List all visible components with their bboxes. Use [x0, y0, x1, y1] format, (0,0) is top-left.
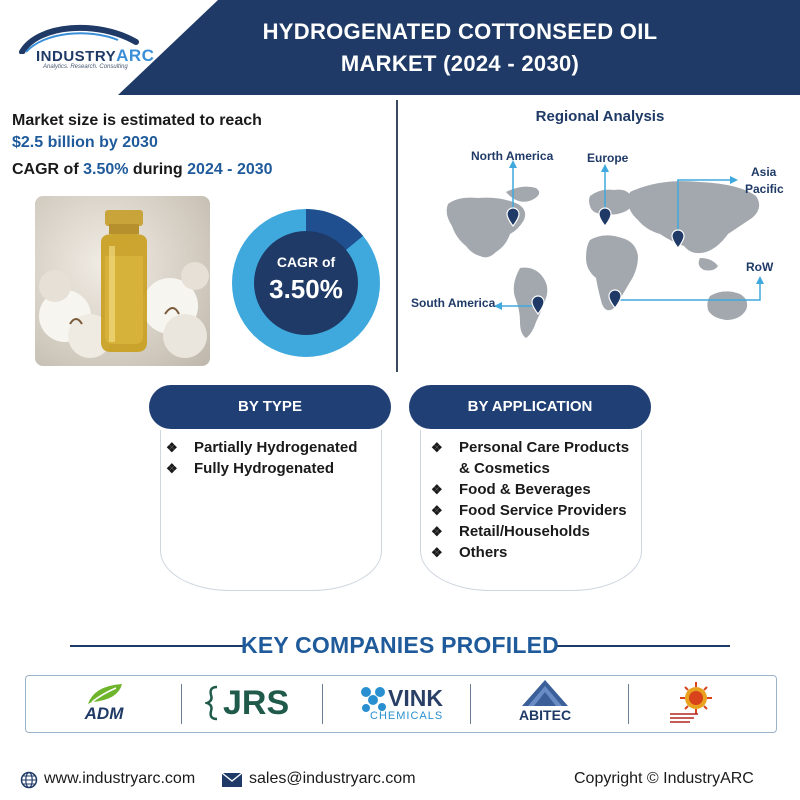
by-application-item-label: Food & Beverages [459, 481, 591, 498]
vink-chemicals-logo[interactable] [360, 684, 452, 724]
list-item [425, 479, 655, 500]
list-item [160, 458, 390, 479]
footer-copyright: Copyright © IndustryARC [574, 770, 754, 787]
logo-name-prefix: INDUSTRY [36, 48, 117, 65]
abitec-logo[interactable] [510, 680, 580, 728]
region-label-row: RoW [746, 260, 774, 274]
regional-analysis-title: Regional Analysis [535, 108, 665, 125]
region-label-north-america: North America [471, 149, 554, 163]
page-title-line2: MARKET (2024 - 2030) [340, 51, 580, 76]
by-application-list [425, 437, 655, 563]
jrs-logo[interactable] [205, 683, 305, 723]
diamond-bullet-icon: ❖ [431, 503, 443, 518]
by-application-item-label: Retail/Households [459, 523, 590, 540]
sun-burst-icon [666, 680, 716, 728]
cagr-period: 2024 - 2030 [187, 161, 273, 178]
jrs-bracket-icon [205, 685, 221, 721]
oil-bottle-photo [35, 196, 210, 366]
list-item [425, 500, 655, 521]
donut-value: 3.50% [269, 274, 343, 304]
sun-company-logo[interactable] [666, 680, 716, 728]
by-type-item-label: Partially Hydrogenated [194, 439, 358, 456]
cagr-value: 3.50% [83, 161, 129, 178]
region-label-asia: Asia [751, 165, 777, 179]
footer-website-link[interactable]: www.industryarc.com [44, 770, 196, 787]
region-label-europe: Europe [587, 151, 629, 165]
map-greenland [506, 187, 539, 202]
jrs-wordmark: JRS [223, 684, 290, 722]
logo-wordmark [36, 46, 154, 66]
by-application-item-label: Others [459, 544, 508, 561]
logo-name-suffix: ARC [116, 46, 155, 65]
map-australia [707, 291, 747, 320]
diamond-bullet-icon: ❖ [431, 440, 443, 455]
key-companies-title: KEY COMPANIES PROFILED [241, 632, 559, 658]
cagr-statement [12, 161, 273, 179]
email-icon [221, 772, 243, 788]
list-item [425, 521, 655, 542]
page-title-line1: HYDROGENATED COTTONSEED OIL [262, 19, 658, 44]
diamond-bullet-icon: ❖ [431, 524, 443, 539]
donut-label: CAGR of [276, 254, 336, 270]
logo-separator [322, 684, 323, 724]
diamond-bullet-icon: ❖ [166, 440, 178, 455]
adm-wordmark: ADM [84, 704, 124, 723]
arrow-europe-icon [601, 164, 609, 172]
by-application-item-label: Personal Care Products [459, 439, 630, 456]
vink-subtitle: CHEMICALS [370, 710, 444, 722]
industryarc-logo[interactable] [18, 24, 155, 72]
map-southeast-asia [699, 258, 718, 271]
diamond-bullet-icon: ❖ [431, 545, 443, 560]
logo-tagline: Analytics. Research. Consulting [43, 64, 128, 70]
region-label-south-america: South America [411, 296, 496, 310]
logo-separator [628, 684, 629, 724]
logo-separator [470, 684, 471, 724]
by-application-item-label: & Cosmetics [459, 460, 550, 477]
market-size-line: Market size is estimated to reach [12, 112, 262, 129]
cagr-mid: during [128, 161, 188, 178]
oil-bottle-illustration [35, 196, 210, 366]
page-title [220, 16, 700, 80]
by-type-item-label: Fully Hydrogenated [194, 460, 335, 477]
market-size-value: $2.5 billion by 2030 [12, 134, 158, 151]
diamond-bullet-icon: ❖ [166, 461, 178, 476]
diamond-bullet-icon: ❖ [431, 482, 443, 497]
arrow-asia-pacific-icon [730, 176, 738, 184]
vertical-divider [396, 100, 398, 372]
by-type-list [160, 437, 390, 479]
abitec-pyramid-icon [522, 680, 568, 706]
adm-logo[interactable] [78, 682, 130, 726]
list-item [160, 437, 390, 458]
adm-leaf-icon [78, 682, 130, 706]
list-item [425, 542, 655, 563]
vink-molecule-icon [360, 686, 388, 712]
pin-europe-icon [599, 208, 611, 226]
by-application-heading: BY APPLICATION [409, 385, 651, 429]
region-label-pacific: Pacific [745, 182, 784, 196]
vink-wordmark: VINK [388, 685, 443, 711]
map-asia [628, 181, 759, 253]
by-type-heading: BY TYPE [149, 385, 391, 429]
globe-icon [20, 771, 38, 789]
list-item [425, 437, 655, 458]
list-item-continuation [425, 458, 655, 479]
cagr-prefix: CAGR of [12, 161, 84, 178]
abitec-wordmark: ABITEC [518, 707, 572, 723]
footer-email-link[interactable]: sales@industryarc.com [249, 770, 416, 787]
market-size-statement [12, 110, 262, 154]
by-application-item-label: Food Service Providers [459, 502, 627, 519]
logo-separator [181, 684, 182, 724]
world-map [410, 140, 795, 380]
arrow-row-icon [756, 276, 764, 284]
